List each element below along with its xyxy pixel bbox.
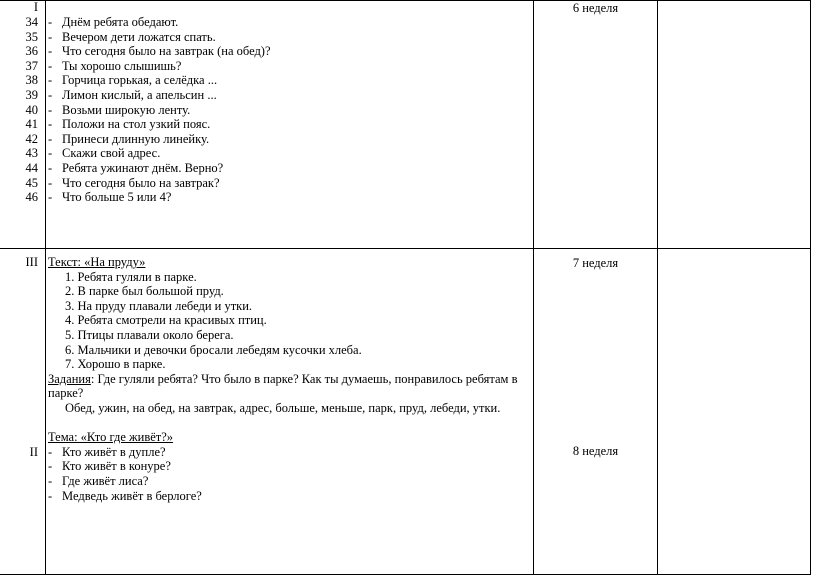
row-number: 38 [25, 73, 38, 88]
section-roman: III [25, 255, 38, 269]
theme-title: Тема: «Кто где живёт?» [48, 430, 174, 445]
list-item-text: Горчица горькая, а селёдка ... [62, 73, 218, 88]
numbered-item: 3. На пруду плавали лебеди и утки. [65, 298, 253, 313]
week-label: 7 неделя [572, 256, 619, 270]
list-item [48, 132, 209, 147]
list-dash: - [48, 474, 53, 488]
list-item [48, 73, 217, 88]
table-border-right [810, 0, 811, 575]
list-dash: - [48, 102, 53, 117]
list-dash: - [48, 29, 53, 44]
row-number: 36 [25, 44, 38, 59]
table-border-bottom [0, 574, 811, 575]
list-dash: - [48, 44, 53, 59]
row-number: 34 [25, 15, 38, 29]
list-dash: - [48, 444, 53, 459]
list-item-text: Кто живёт в конуре? [62, 459, 171, 474]
list-item [48, 59, 181, 74]
list-item-text: Где живёт лиса? [62, 474, 149, 488]
list-item [48, 176, 220, 191]
list-item-text: Ребята ужинают днём. Верно? [62, 161, 224, 175]
row-number: 40 [25, 102, 38, 117]
list-dash: - [48, 161, 53, 175]
list-item [48, 474, 148, 489]
numbered-item: 6. Мальчики и девочки бросали лебедям кусочки хлеба. [65, 342, 362, 357]
numbered-item: 7. Хорошо в парке. [65, 357, 166, 372]
list-item-text: Принеси длинную линейку. [62, 131, 210, 146]
list-item [48, 445, 166, 460]
list-item [48, 161, 223, 176]
list-item [48, 103, 190, 118]
table-border-top [0, 0, 811, 1]
list-item-text: Кто живёт в дупле? [62, 444, 166, 459]
list-item-text: Ты хорошо слышишь? [62, 58, 182, 73]
list-dash: - [48, 73, 53, 88]
list-item [48, 15, 178, 30]
week-label: 8 неделя [572, 444, 619, 458]
text-title: Текст: «На пруду» [48, 255, 146, 269]
list-dash: - [48, 58, 53, 73]
numbered-item: 2. В парке был большой пруд. [65, 284, 224, 299]
tasks-line [48, 372, 517, 387]
list-dash: - [48, 146, 53, 161]
tasks-line-continued: парке? [48, 386, 84, 401]
list-item-text: Положи на стол узкий пояс. [62, 117, 211, 132]
list-dash: - [48, 88, 53, 102]
list-item-text: Возьми широкую ленту. [62, 102, 191, 117]
row-number: 46 [25, 190, 38, 205]
list-item-text: Днём ребята обедают. [62, 15, 179, 29]
numbered-item: 1. Ребята гуляли в парке. [65, 269, 197, 284]
list-dash: - [48, 190, 53, 205]
list-item-text: Что больше 5 или 4? [62, 190, 172, 205]
list-item [48, 489, 202, 504]
row-number: 41 [25, 117, 38, 132]
numbered-item: 4. Ребята смотрели на красивых птиц. [65, 313, 267, 328]
list-dash: - [48, 117, 53, 132]
list-item-text: Вечером дети ложатся спать. [62, 29, 216, 44]
col-divider-2 [533, 0, 534, 575]
list-item-text: Скажи свой адрес. [62, 146, 161, 161]
week-label: 6 неделя [572, 1, 619, 15]
row-number: 42 [25, 131, 38, 146]
list-dash: - [48, 131, 53, 146]
section-roman: II [29, 444, 38, 459]
list-item [48, 459, 171, 474]
list-item-text: Лимон кислый, а апельсин ... [62, 88, 217, 102]
row-divider [0, 248, 811, 249]
row-number: 43 [25, 146, 38, 161]
list-item-text: Что сегодня было на завтрак? [62, 175, 220, 190]
list-item [48, 146, 160, 161]
row-number: 39 [25, 88, 38, 102]
list-item [48, 88, 217, 103]
list-item [48, 30, 216, 45]
row-number: 37 [25, 58, 38, 73]
list-dash: - [48, 488, 53, 503]
section-roman: I [33, 0, 38, 14]
tasks-text: : Где гуляли ребята? Что было в парке? Как ты думаешь, понравилось ребятам в [90, 371, 518, 386]
list-dash: - [48, 175, 53, 190]
list-dash: - [48, 459, 53, 474]
list-item-text: Что сегодня было на завтрак (на обед)? [62, 44, 271, 59]
list-item [48, 117, 210, 132]
list-item-text: Медведь живёт в берлоге? [62, 488, 202, 503]
col-divider-3 [657, 0, 658, 575]
tasks-label: Задания [48, 371, 91, 386]
vocabulary-words: Обед, ужин, на обед, на завтрак, адрес, больше, меньше, парк, пруд, лебеди, утки. [65, 401, 501, 415]
list-item [48, 190, 171, 205]
row-number: 35 [25, 29, 38, 44]
list-dash: - [48, 15, 53, 29]
list-item [48, 44, 271, 59]
numbered-item: 5. Птицы плавали около берега. [65, 328, 234, 342]
col-divider-1 [45, 0, 46, 575]
row-number: 44 [25, 161, 38, 175]
row-number: 45 [25, 175, 38, 190]
